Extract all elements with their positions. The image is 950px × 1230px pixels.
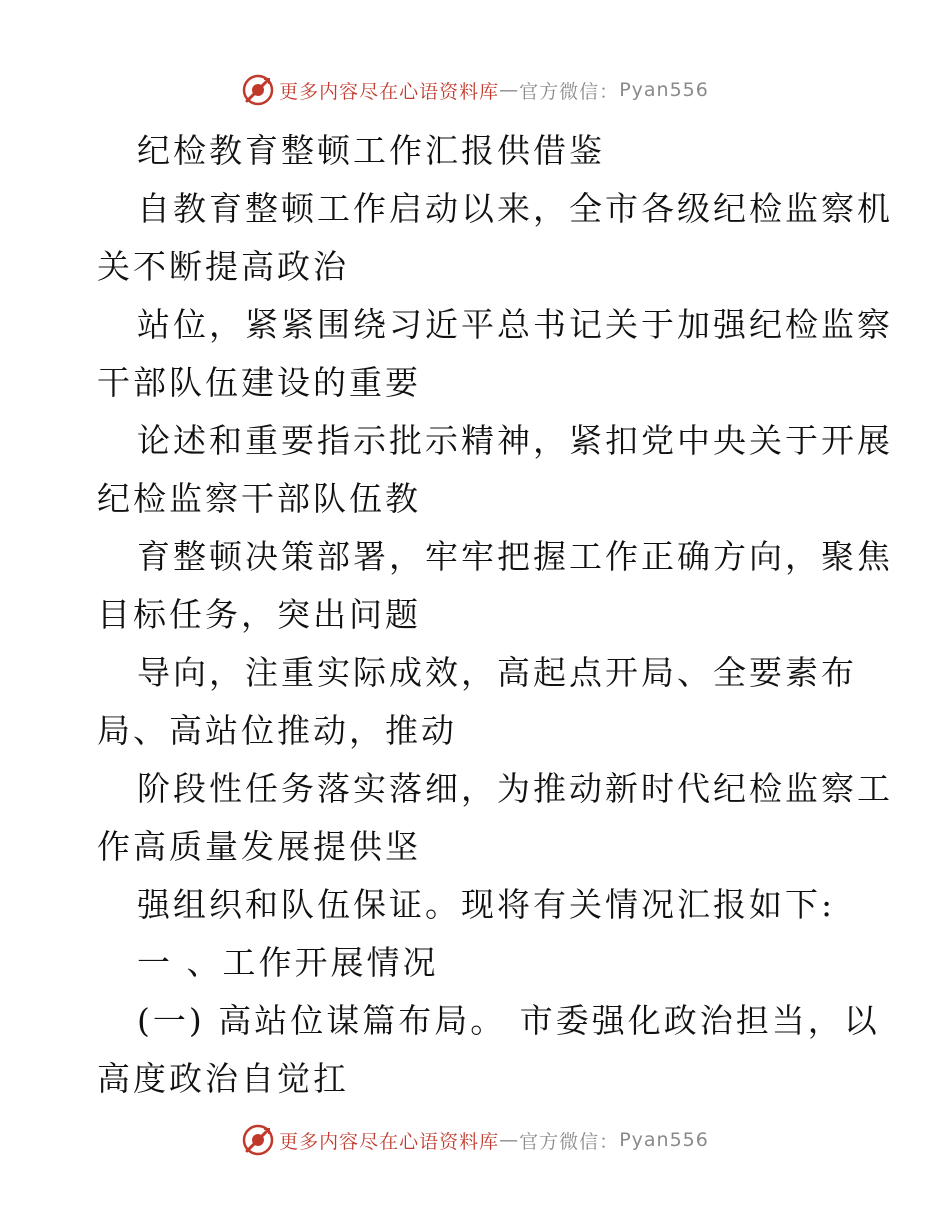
brand-logo-icon <box>241 1123 275 1157</box>
paragraph-line: 论述和重要指示批示精神，紧扣党中央关于开展 <box>137 421 893 460</box>
watermark-label: 官方微信： <box>519 80 620 103</box>
paragraph-line: 作高质量发展提供坚 <box>97 827 421 866</box>
watermark-dash: — <box>499 1129 520 1151</box>
paragraph-line: 自教育整顿工作启动以来，全市各级纪检监察机 <box>137 189 893 228</box>
paragraph-line: 阶段性任务落实落细，为推动新时代纪检监察工 <box>137 769 893 808</box>
subsection-line: (一) 高站位谋篇布局。 市委强化政治担当，以 <box>137 1001 880 1040</box>
document-body <box>97 122 893 1108</box>
document-title: 纪检教育整顿工作汇报供借鉴 <box>137 131 605 170</box>
paragraph-line: 高度政治自觉扛 <box>97 1059 349 1098</box>
paragraph-line: 局、高站位推动，推动 <box>97 711 457 750</box>
paragraph-line: 站位，紧紧围绕习近平总书记关于加强纪检监察 <box>137 305 893 344</box>
watermark-brand: 更多内容尽在心语资料库 <box>279 1130 500 1153</box>
section-heading: 一 、工作开展情况 <box>137 943 439 982</box>
paragraph-line: 导向，注重实际成效，高起点开局、全要素布 <box>137 653 857 692</box>
watermark-header <box>0 70 950 110</box>
watermark-wechat-id: Pyan556 <box>619 79 709 101</box>
paragraph-line: 强组织和队伍保证。现将有关情况汇报如下: <box>137 885 836 924</box>
watermark-brand: 更多内容尽在心语资料库 <box>279 80 500 103</box>
paragraph-line: 纪检监察干部队伍教 <box>97 479 421 518</box>
paragraph-line: 干部队伍建设的重要 <box>97 363 421 402</box>
watermark-label: 官方微信： <box>519 1130 620 1153</box>
watermark-dash: — <box>499 79 520 101</box>
paragraph-line: 育整顿决策部署，牢牢把握工作正确方向，聚焦 <box>137 537 893 576</box>
watermark-footer <box>0 1120 950 1160</box>
brand-logo-icon <box>241 73 275 107</box>
paragraph-line: 关不断提高政治 <box>97 247 349 286</box>
paragraph-line: 目标任务，突出问题 <box>97 595 421 634</box>
watermark-wechat-id: Pyan556 <box>619 1129 709 1151</box>
